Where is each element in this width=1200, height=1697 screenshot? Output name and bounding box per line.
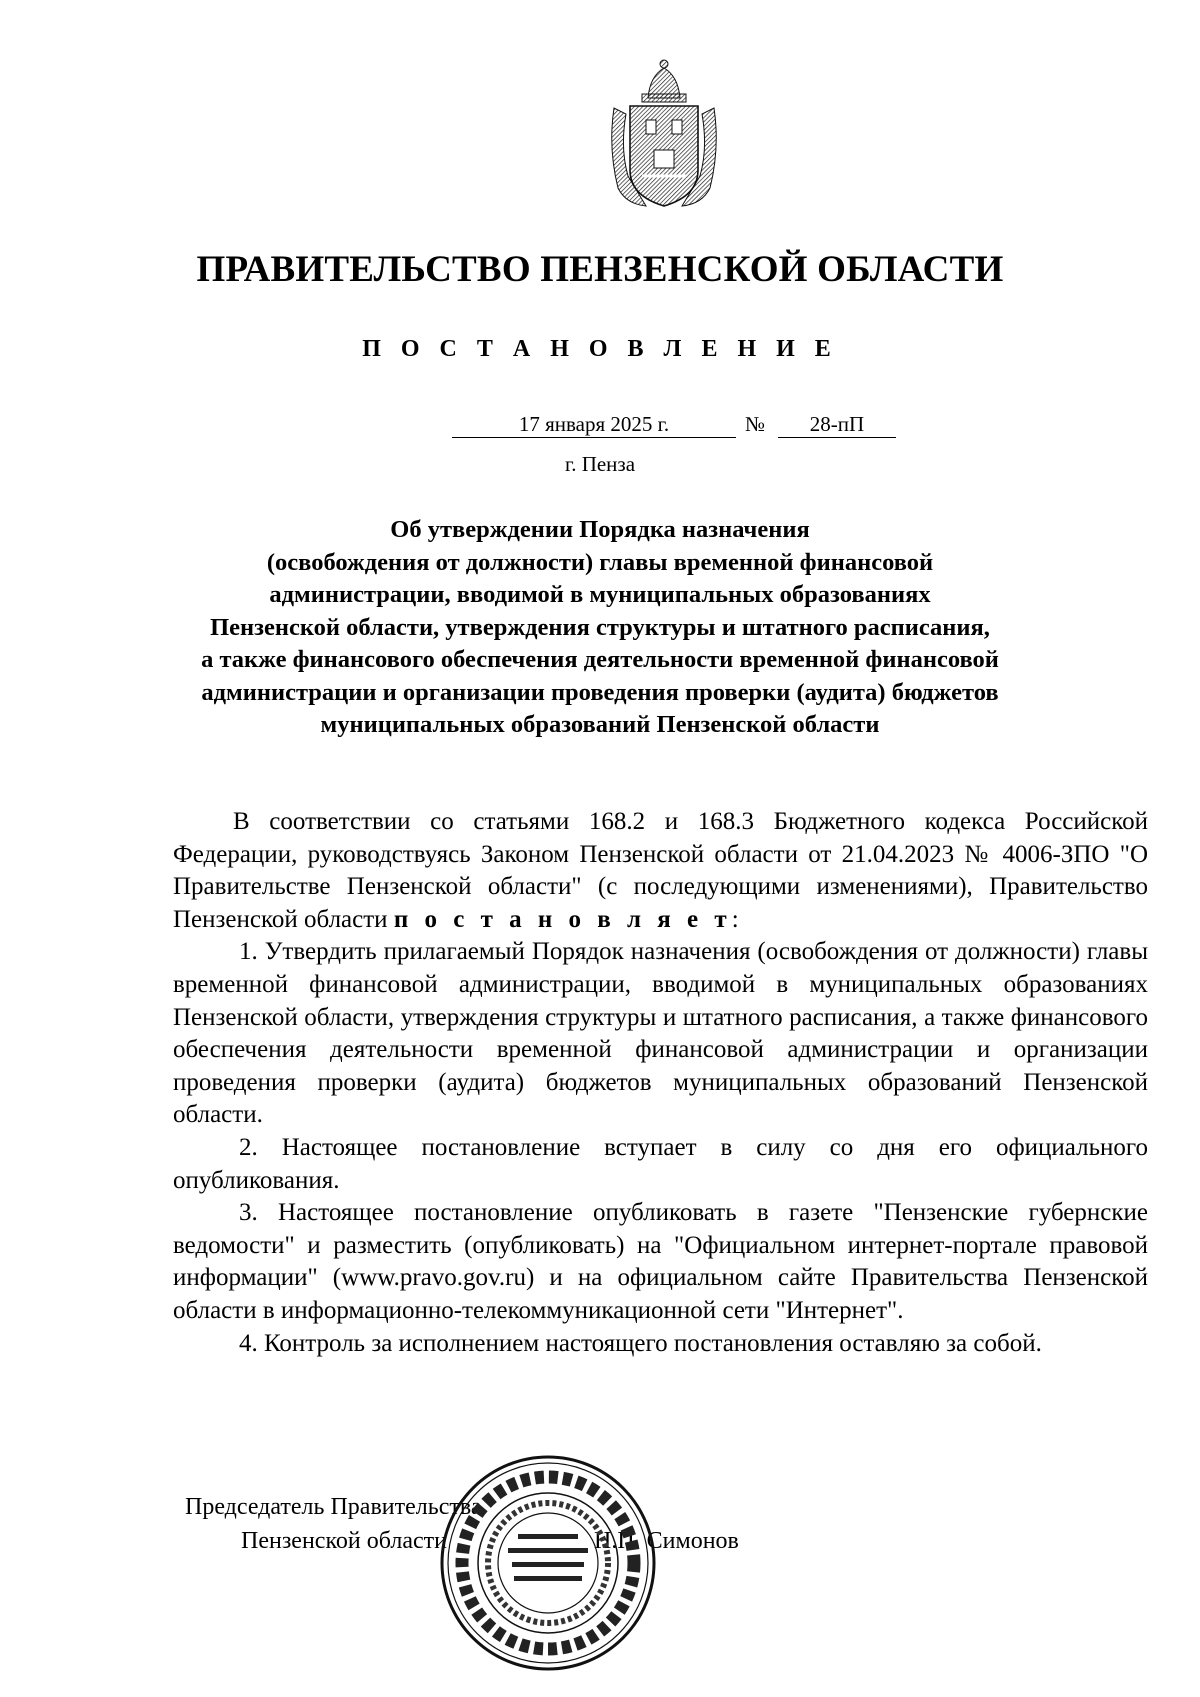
- signer-role-line: Пензенской области: [241, 1528, 447, 1554]
- decree-item-3: 3. Настоящее постановление опубликовать в газете "Пензенские губернские ведомости" и разместить (опубликовать) на "Официальном интернет-портале правовой информации" (www.pravo.gov.ru) и на официальном сайте Правительства Пензенской области в информационно-телекоммуникационной сети "Интернет".: [173, 1199, 1148, 1324]
- subject-line: администрации и организации проведения проверки (аудита) бюджетов: [201, 678, 999, 706]
- subject-line: Пензенской области, утверждения структуры и штатного расписания,: [210, 613, 990, 641]
- subject-line: администрации, вводимой в муниципальных образованиях: [269, 581, 931, 608]
- document-type: П О С Т А Н О В Л Е Н И Е: [362, 336, 838, 362]
- document-number: 28-пП: [778, 411, 896, 438]
- signer-name: Н.П. Симонов: [594, 1528, 739, 1554]
- decree-word: п о с т а н о в л я е т: [393, 905, 732, 933]
- preamble-paragraph: [173, 806, 1148, 936]
- subject-line: а также финансового обеспечения деятельности временной финансовой: [201, 646, 999, 673]
- official-round-stamp-icon: [438, 1452, 658, 1674]
- document-city: г. Пенза: [564, 452, 636, 476]
- document-subject: [120, 514, 1080, 742]
- subject-line: (освобождения от должности) главы временной финансовой: [266, 548, 934, 576]
- decree-item-1: 1. Утвердить прилагаемый Порядок назначения (освобождения от должности) главы временной финансовой администрации, вводимой в муниципальных образованиях Пензенской области, утверждения структуры и штатного расписания, а также финансового обеспечения деятельности временной финансовой администрации и организации проведения проверки (аудита) бюджетов муниципальных образований Пензенской области.: [173, 938, 1148, 1129]
- document-date: 17 января 2025 г.: [452, 411, 736, 438]
- subject-line: Об утверждении Порядка назначения: [390, 516, 810, 543]
- preamble-text: В соответствии со статьями 168.2 и 168.3 Бюджетного кодекса Российской Федерации, руководствуясь Законом Пензенской области от 21.04.2023 № 4006-ЗПО "О Правительстве Пензенской области" (с последующими изменениями), Правительство Пензенской области: [173, 808, 1148, 933]
- signer-role-line: Председатель Правительства: [185, 1494, 482, 1520]
- number-sign: №: [745, 412, 766, 436]
- decree-item-4: 4. Контроль за исполнением настоящего постановления оставляю за собой.: [239, 1329, 1042, 1357]
- organization-title: ПРАВИТЕЛЬСТВО ПЕНЗЕНСКОЙ ОБЛАСТИ: [196, 249, 1004, 290]
- document-body: [173, 806, 1148, 1360]
- subject-line: муниципальных образований Пензенской области: [320, 711, 880, 738]
- decree-item-2: 2. Настоящее постановление вступает в силу со дня его официального опубликования.: [173, 1133, 1148, 1194]
- decree-colon: :: [731, 905, 739, 933]
- penza-oblast-coat-of-arms-icon: [606, 58, 722, 208]
